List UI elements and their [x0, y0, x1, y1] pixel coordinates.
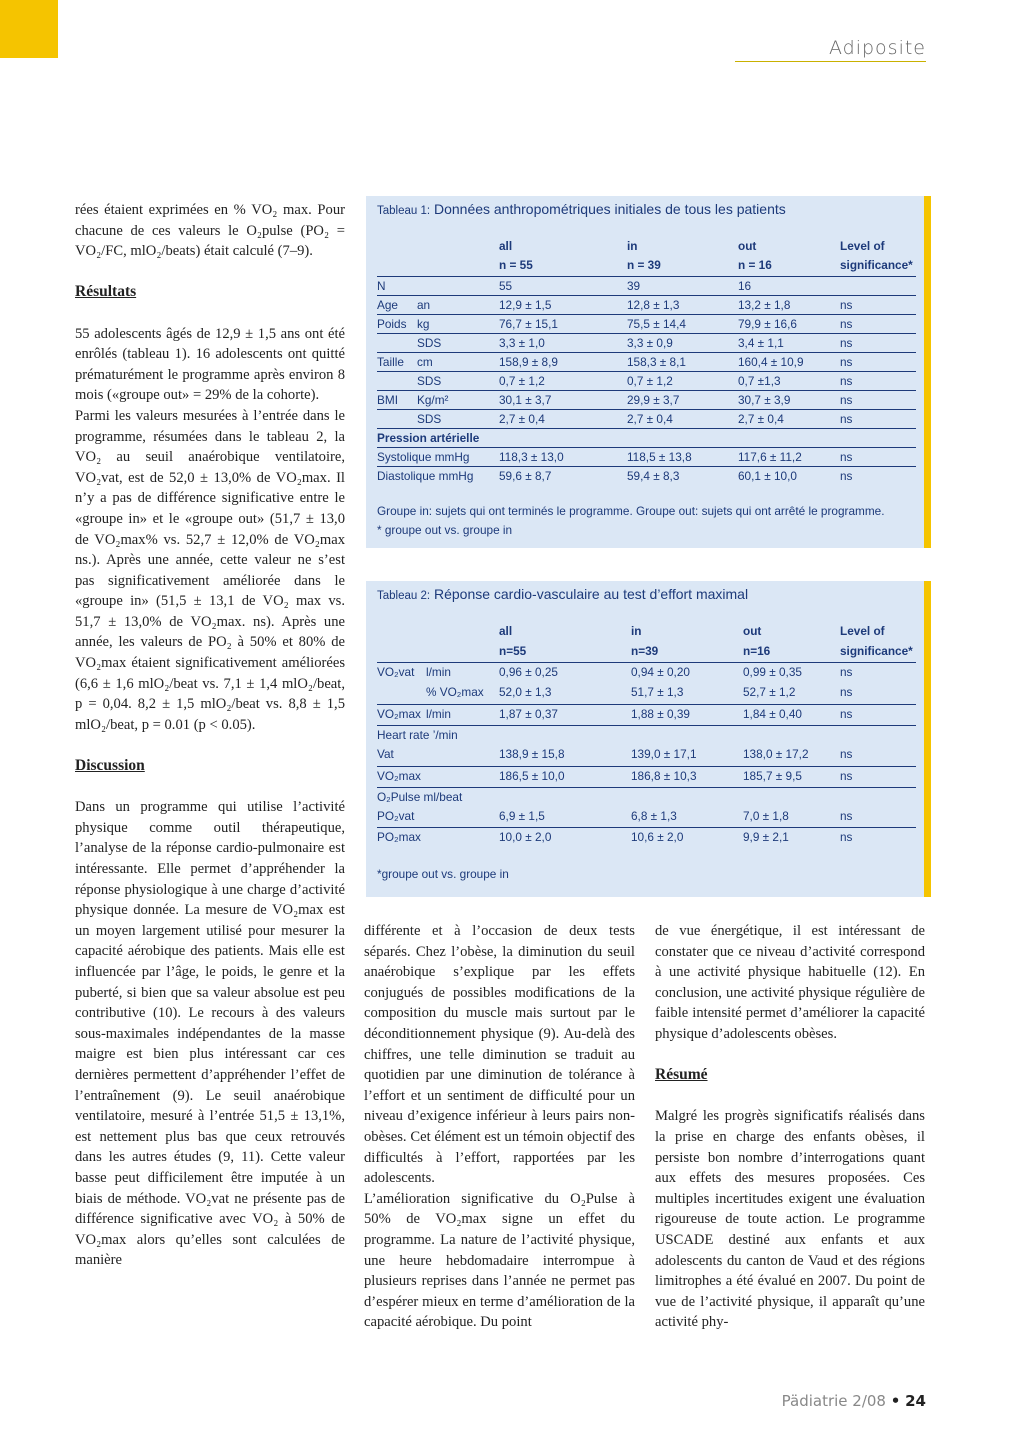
table-row	[377, 662, 916, 682]
paragraph: 55 adolescents âgés de 12,9 ± 1,5 ans ont été enrôlés (tableau 1). 16 adolescents ont quitté prématurément le programme après environ 8 mois («groupe out» = 29% de la cohorte).	[75, 325, 345, 404]
table-cell: SDS	[417, 336, 442, 350]
table-caption-text: Réponse cardio-vasculaire au test d’effort maximal	[433, 586, 749, 602]
table-cell: PO₂vat	[377, 809, 415, 823]
table-row	[377, 295, 916, 315]
table-cell: 79,9 ± 16,6	[738, 317, 797, 331]
table-cell: 0,7 ± 1,2	[627, 374, 673, 388]
table-cell: 30,7 ± 3,9	[738, 393, 791, 407]
table-cell: SDS	[417, 374, 442, 388]
table-cell: in	[627, 239, 638, 253]
table-cell: 117,6 ± 11,2	[738, 450, 802, 464]
table-cell: all	[499, 239, 513, 253]
table-cell: n=39	[631, 644, 659, 658]
table-cell: ns	[840, 393, 853, 407]
table-cell: 59,6 ± 8,7	[499, 469, 552, 483]
text-column-1	[75, 200, 345, 1271]
table-cell: ns	[840, 707, 853, 721]
table-cell: Poids	[377, 317, 407, 331]
table-row	[377, 807, 916, 826]
table-row	[377, 237, 916, 256]
table-cell: an	[417, 298, 431, 312]
table-cell: 3,3 ± 0,9	[627, 336, 673, 350]
table-row	[377, 704, 916, 724]
table-row	[377, 428, 916, 448]
table-cell: 158,9 ± 8,9	[499, 355, 558, 369]
table-cell: 6,9 ± 1,5	[499, 809, 545, 823]
table-cell: l/min	[426, 665, 451, 679]
table-cell: ns	[840, 685, 853, 699]
table-2	[366, 581, 931, 897]
table-cell: 51,7 ± 1,3	[631, 685, 684, 699]
table-cell: ns	[840, 355, 853, 369]
table-cell: 9,9 ± 2,1	[743, 830, 789, 844]
table-cell: ns	[840, 450, 853, 464]
section-heading-discussion: Discussion	[75, 757, 145, 775]
header-rule	[735, 61, 926, 62]
table-cell: 0,99 ± 0,35	[743, 665, 802, 679]
table-cell: Age	[377, 298, 398, 312]
table-cell: 30,1 ± 3,7	[499, 393, 552, 407]
text-column-3	[655, 921, 925, 1333]
table-cell: n = 39	[627, 258, 661, 272]
table-cell: in	[631, 624, 642, 638]
table-cell: ns	[840, 374, 853, 388]
table-row	[377, 276, 916, 296]
table-cell: Heart rate ’/min	[377, 728, 458, 742]
table-cell: 1,87 ± 0,37	[499, 707, 558, 721]
table-cell: VO₂max	[377, 769, 421, 783]
table-cell: ns	[840, 830, 853, 844]
table-caption	[377, 586, 748, 602]
paragraph: rées étaient exprimées en % VO₂ max. Pour chacune de ces valeurs le O₂pulse (PO₂ = VO₂/FC, mlO₂/beats) était calculé (7–9).	[75, 202, 345, 260]
table-row	[377, 409, 916, 429]
table-cell: n=16	[743, 644, 771, 658]
table-row	[377, 333, 916, 353]
table-cell: % VO₂max	[426, 685, 484, 699]
table-cell: 118,3 ± 13,0	[499, 450, 564, 464]
table-note: * groupe out vs. groupe in	[377, 523, 513, 537]
table-cell: 52,7 ± 1,2	[743, 685, 796, 699]
table-cell: 12,8 ± 1,3	[627, 298, 680, 312]
table-cell: 75,5 ± 14,4	[627, 317, 686, 331]
table-cell: SDS	[417, 412, 442, 426]
table-cell: 0,94 ± 0,20	[631, 665, 690, 679]
paragraph: différente et à l’occasion de deux tests séparés. Chez l’obèse, la diminution du seuil anaérobique s’explique par les effets conjugués de possibles modifications de la composition du muscle mais surtout par le déconditionnement physique (9). Au-delà des chiffres, une telle diminution se traduit au quotidien par une diminution de tolérance à l’effort et un sentiment de difficulté pour un niveau d’exigence inférieur à leurs pairs non-obèses. Cet élément est un témoin objectif des difficultés à l’effort, rapportées par les adolescents.	[364, 923, 635, 1187]
table-cell: 158,3 ± 8,1	[627, 355, 686, 369]
table-cell: ns	[840, 412, 853, 426]
table-cell: 0,7 ±1,3	[738, 374, 781, 388]
table-caption-prefix: Tableau 1:	[377, 205, 431, 217]
table-cell: 10,6 ± 2,0	[631, 830, 684, 844]
corner-accent-block	[0, 0, 58, 58]
table-cell: Pression artérielle	[377, 431, 480, 445]
table-cell: ns	[840, 298, 853, 312]
table-cell: 138,9 ± 15,8	[499, 747, 565, 761]
table-cell: 0,7 ± 1,2	[499, 374, 545, 388]
table-cell: out	[738, 239, 757, 253]
table-cell: n = 55	[499, 258, 533, 272]
table-cell: 13,2 ± 1,8	[738, 298, 791, 312]
table-cell: 2,7 ± 0,4	[627, 412, 673, 426]
table-cell: 2,7 ± 0,4	[499, 412, 545, 426]
table-cell: 29,9 ± 3,7	[627, 393, 680, 407]
table-cell: 1,84 ± 0,40	[743, 707, 802, 721]
table-cell: ns	[840, 336, 853, 350]
table-cell: 59,4 ± 8,3	[627, 469, 680, 483]
table-cell: significance*	[840, 644, 913, 658]
table-row	[377, 447, 916, 467]
table-cell: Systolique mmHg	[377, 450, 470, 464]
table-cell: Level of	[840, 624, 885, 638]
table-cell: Kg/m²	[417, 393, 449, 407]
table-cell: l/min	[426, 707, 451, 721]
text-column-2	[364, 921, 635, 1333]
paragraph: L’amélioration significative du O₂Pulse à 50% de VO₂max signe un effet du programme. La nature de l’activité physique, une heure hebdomadaire interrompue à plusieurs reprises dans l’année ne permet pas d’espérer mieux en terme d’amélioration de la capacité aérobique. Du point	[364, 1190, 635, 1331]
table-cell: 3,3 ± 1,0	[499, 336, 545, 350]
journal-name: Pädiatrie 2/08	[781, 1392, 886, 1410]
table-cell: 76,7 ± 15,1	[499, 317, 558, 331]
table-row	[377, 390, 916, 410]
table-row	[377, 466, 916, 486]
table-cell: ns	[840, 665, 853, 679]
table-cell: N	[377, 279, 386, 293]
table-cell: PO₂max	[377, 830, 421, 844]
table-cell: out	[743, 624, 762, 638]
page-number: 24	[905, 1392, 926, 1410]
table-cell: ns	[840, 809, 853, 823]
table-cell: kg	[417, 317, 430, 331]
table-cell: ns	[840, 317, 853, 331]
table-cell: Level of	[840, 239, 885, 253]
table-row	[377, 256, 916, 275]
section-heading-results: Résultats	[75, 283, 137, 301]
table-note: *groupe out vs. groupe in	[377, 867, 509, 881]
table-cell: 3,4 ± 1,1	[738, 336, 784, 350]
table-cell: 1,88 ± 0,39	[631, 707, 690, 721]
table-row	[377, 642, 916, 661]
table-cell: 6,8 ± 1,3	[631, 809, 677, 823]
table-cell: 39	[627, 279, 641, 293]
table-cell: 52,0 ± 1,3	[499, 685, 552, 699]
table-row	[377, 827, 916, 847]
table-row	[377, 787, 916, 807]
table-note: Groupe in: sujets qui ont terminés le programme. Groupe out: sujets qui ont arrêté le programme.	[377, 504, 885, 518]
table-cell: 160,4 ± 10,9	[738, 355, 804, 369]
table-caption-text: Données anthropométriques initiales de tous les patients	[433, 201, 786, 217]
table-cell: n=55	[499, 644, 527, 658]
table-cell: Diastolique mmHg	[377, 469, 474, 483]
table-row	[377, 725, 916, 745]
table-cell: ns	[840, 769, 853, 783]
table-cell: VO₂vat	[377, 665, 415, 679]
table-cell: 185,7 ± 9,5	[743, 769, 802, 783]
table-cell: Taille	[377, 355, 404, 369]
footer-bullet: •	[890, 1392, 901, 1410]
table-caption-prefix: Tableau 2:	[377, 590, 431, 602]
table-cell: all	[499, 624, 513, 638]
table-row	[377, 352, 916, 372]
table-cell: 186,8 ± 10,3	[631, 769, 697, 783]
table-1	[366, 196, 931, 548]
table-row	[377, 371, 916, 391]
table-cell: O₂Pulse ml/beat	[377, 790, 463, 804]
paragraph: Parmi les valeurs mesurées à l’entrée dans le programme, résumées dans le tableau 2, la VO₂ au seuil anaérobique ventilatoire, VO₂vat, est de 52,0 ± 13,0% de VO₂max. Il n’y a pas de différence significative entre le «groupe in» et le «groupe out» (51,7 ± 13,0 de VO₂max% vs. 52,7 ± 12,0% de VO₂max ns.). Après une année, cette valeur ne s’est pas significativement améliorée dans le «groupe in» (51,5 ± 13,1 de VO₂ max vs. 51,7 ± 13,0% de VO₂max. ns). Après une année, les valeurs de PO₂ à 50% et 80% de VO₂max étaient significativement améliorées (6,6 ± 1,6 mlO₂/beat vs. 7,1 ± 1,4 mlO₂/beat, p = 0,04. 8,2 ± 1,5 mlO₂/beat vs. 8,8 ± 1,5 mlO₂/beat, p = 0.01 (p < 0.05).	[75, 407, 345, 733]
table-cell: 118,5 ± 13,8	[627, 450, 692, 464]
table-cell: cm	[417, 355, 433, 369]
table-row	[377, 745, 916, 764]
table-cell: Vat	[377, 747, 394, 761]
table-cell: 55	[499, 279, 513, 293]
table-row	[377, 314, 916, 334]
table-row	[377, 683, 916, 702]
table-cell: 0,96 ± 0,25	[499, 665, 558, 679]
table-cell: n = 16	[738, 258, 772, 272]
table-cell: 12,9 ± 1,5	[499, 298, 552, 312]
table-cell: 2,7 ± 0,4	[738, 412, 784, 426]
running-header-title: Adiposite	[828, 37, 926, 59]
table-cell: ns	[840, 747, 853, 761]
paragraph: Malgré les progrès significatifs réalisés dans la prise en charge des enfants obèses, il persiste bon nombre d’interrogations quant aux effets des mesures proposées. Ces multiples incertitudes exigent une évaluation rigoureuse de toute action. Le programme USCADE destiné aux enfants et aux adolescents du canton de Vaud et des régions limitrophes a été évalué en 2007. Du point de vue de l’activité physique, il apparaît qu’une activité phy-	[655, 1108, 925, 1331]
table-cell: ns	[840, 469, 853, 483]
table-caption	[377, 201, 786, 217]
table-row	[377, 622, 916, 641]
table-cell: BMI	[377, 393, 398, 407]
section-heading-summary: Résumé	[655, 1066, 708, 1084]
table-cell: significance*	[840, 258, 913, 272]
table-cell: 16	[738, 279, 752, 293]
table-cell: 186,5 ± 10,0	[499, 769, 565, 783]
paragraph: de vue énergétique, il est intéressant de constater que ce niveau d’activité correspond à une activité physique habituelle (12). En conclusion, une activité physique régulière de faible intensité permet d’améliorer la capacité physique d’adolescents obèses.	[655, 923, 925, 1042]
table-cell: 7,0 ± 1,8	[743, 809, 789, 823]
table-cell: 10,0 ± 2,0	[499, 830, 552, 844]
paragraph: Dans un programme qui utilise l’activité physique comme outil thérapeutique, l’analyse de la réponse cardio-pulmonaire est intéressante. Elle permet d’appréhender la réponse physiologique à une charge d’activité physique donnée. La mesure de VO₂max est un moyen largement utilisé pour mesurer la capacité aérobique des patients. Mais elle est influencée par l’âge, le poids, le genre et la puberté, si bien que sa valeur absolue est peu contributive (10). Le recours à des valeurs sous-maximales indépendantes de la masse maigre est bien plus intéressant car ces dernières permettent d’appréhender l’effet de l’entraînement (9). Le seuil anaérobique ventilatoire, mesuré à l’entrée 51,5 ± 13,1%, est nettement plus bas que ceux retrouvés dans les autres études (9, 11). Cette valeur basse peut difficilement être imputée à un biais de méthode. VO₂vat ne présente pas de différence significative avec VO₂ à 50% de VO₂max alors qu’elles sont calculées de manière	[75, 799, 345, 1269]
table-row	[377, 766, 916, 786]
table-cell: 139,0 ± 17,1	[631, 747, 697, 761]
table-cell: 138,0 ± 17,2	[743, 747, 809, 761]
table-cell: 60,1 ± 10,0	[738, 469, 797, 483]
table-cell: VO₂max	[377, 707, 421, 721]
page-footer	[782, 1392, 926, 1410]
